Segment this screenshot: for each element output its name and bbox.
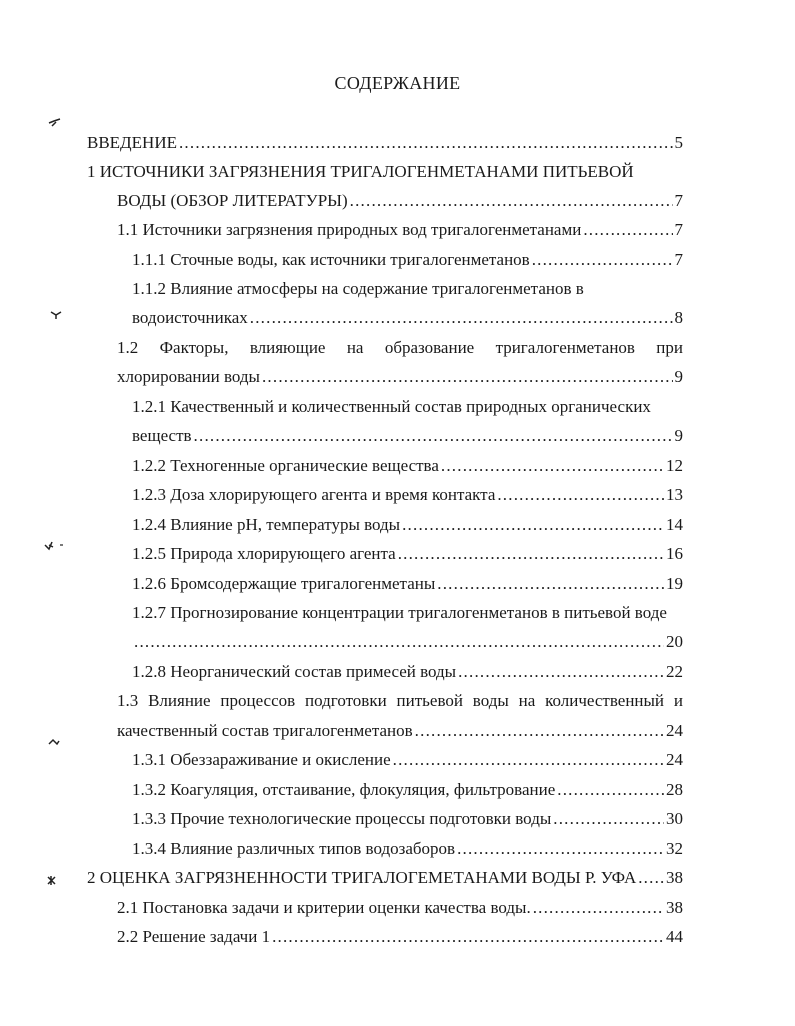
toc-word: при	[656, 338, 683, 357]
toc-entry-page: 16	[666, 544, 683, 563]
toc-word: 1.2	[117, 338, 139, 357]
leader-dots	[250, 307, 673, 329]
toc-entry-1-3[interactable]	[117, 720, 683, 742]
toc-entry-page: 8	[674, 308, 683, 327]
toc-entry-page: 38	[666, 898, 683, 917]
toc-word: Факторы,	[159, 338, 229, 357]
toc-entry-text: 1 ИСТОЧНИКИ ЗАГРЯЗНЕНИЯ ТРИГАЛОГЕНМЕТАНАМИ ПИТЬЕВОЙ	[87, 162, 634, 181]
toc-entry-text: ВВЕДЕНИЕ	[87, 133, 177, 152]
toc-entry-page: 22	[666, 662, 683, 681]
scan-speck-mark	[44, 540, 66, 552]
toc-word: подготовки	[305, 691, 387, 710]
toc-entry-1-1-2[interactable]	[132, 307, 683, 329]
toc-entry-text: водоисточниках	[132, 308, 248, 327]
toc-entry-introduction[interactable]	[87, 132, 683, 154]
leader-dots	[557, 779, 664, 801]
page-title: СОДЕРЖАНИЕ	[334, 73, 461, 93]
scan-speck-mark	[48, 738, 60, 748]
toc-entry-page: 20	[666, 632, 683, 651]
toc-entry-2-1[interactable]	[117, 897, 683, 919]
toc-entry-text: 1.2.3 Доза хлорирующего агента и время контакта	[132, 485, 496, 504]
leader-dots	[350, 190, 673, 212]
toc-word: 1.3	[117, 691, 139, 710]
toc-entry-1-3-line1[interactable]	[117, 690, 683, 712]
toc-entry-text: ВОДЫ (ОБЗОР ЛИТЕРАТУРЫ)	[117, 191, 348, 210]
toc-entry-page: 7	[674, 220, 683, 239]
toc-entry-text: качественный состав тригалогенметанов	[117, 721, 413, 740]
leader-dots	[262, 366, 673, 388]
toc-entry-1-1[interactable]	[117, 219, 683, 241]
toc-entry-text: 1.2.6 Бромсодержащие тригалогенметаны	[132, 574, 436, 593]
toc-entry-1-2-1-line1[interactable]	[132, 396, 651, 418]
toc-entry-text: 1.2.8 Неорганический состав примесей воды	[132, 662, 457, 681]
toc-entry-text: 2.2 Решение задачи 1	[117, 927, 271, 946]
toc-word: воды	[472, 691, 509, 710]
toc-entry-page: 5	[674, 133, 683, 152]
toc-entry-1-2-line1[interactable]	[117, 337, 683, 359]
toc-word: Влияние	[148, 691, 211, 710]
toc-entry-text: 1.2.4 Влияние pH, температуры воды	[132, 515, 401, 534]
toc-entry-page: 28	[666, 780, 683, 799]
toc-word: влияющие	[249, 338, 326, 357]
toc-entry-text: 2.1 Постановка задачи и критерии оценки качества воды.	[117, 898, 531, 917]
toc-entry-text: 2 ОЦЕНКА ЗАГРЯЗНЕННОСТИ ТРИГАЛОГЕМЕТАНАМИ ВОДЫ Р. УФА	[87, 868, 637, 887]
toc-entry-text: 1.3.2 Коагуляция, отстаивание, флокуляция, фильтрование	[132, 780, 556, 799]
toc-entry-1-2-5[interactable]	[132, 543, 683, 565]
toc-entry-1-2-4[interactable]	[132, 514, 683, 536]
leader-dots	[179, 132, 673, 154]
toc-entry-chapter-2[interactable]	[87, 867, 683, 889]
toc-entry-page: 7	[674, 191, 683, 210]
toc-entry-1-1-2-line1[interactable]	[132, 278, 584, 300]
toc-entry-text: хлорировании воды	[117, 367, 260, 386]
toc-entry-1-3-3[interactable]	[132, 808, 683, 830]
toc-entry-1-3-1[interactable]	[132, 749, 683, 771]
leader-dots	[194, 425, 673, 447]
leader-dots	[398, 543, 664, 565]
toc-entry-1-2-8[interactable]	[132, 661, 683, 683]
toc-entry-text: 1.1.2 Влияние атмосферы на содержание тригалогенметанов в	[132, 279, 584, 298]
toc-entry-page: 19	[666, 574, 683, 593]
toc-entry-page: 30	[666, 809, 683, 828]
toc-entry-text: 1.2.2 Техногенные органические вещества	[132, 456, 439, 475]
leader-dots	[458, 661, 664, 683]
toc-entry-1-2-6[interactable]	[132, 573, 683, 595]
toc-entry-page: 9	[674, 426, 683, 445]
toc-entry-text: 1.3.3 Прочие технологические процессы подготовки воды	[132, 809, 552, 828]
toc-entry-1-2-7-line1[interactable]	[132, 602, 667, 624]
toc-word: количественный	[545, 691, 665, 710]
leader-dots	[583, 219, 672, 241]
toc-entry-page: 7	[674, 250, 683, 269]
leader-dots	[553, 808, 664, 830]
toc-entry-page: 32	[666, 839, 683, 858]
toc-entry-1-2-3[interactable]	[132, 484, 683, 506]
toc-entry-1-2-1[interactable]	[132, 425, 683, 447]
toc-entry-page: 24	[666, 750, 683, 769]
toc-entry-1-1-1[interactable]	[132, 249, 683, 271]
toc-word: питьевой	[396, 691, 463, 710]
leader-dots	[532, 249, 673, 271]
toc-entry-page: 12	[666, 456, 683, 475]
toc-word: образование	[384, 338, 475, 357]
toc-word: тригалогенметанов	[495, 338, 635, 357]
leader-dots	[441, 455, 664, 477]
leader-dots	[497, 484, 664, 506]
leader-dots	[638, 867, 664, 889]
toc-entry-text: 1.2.7 Прогнозирование концентрации тригалогенметанов в питьевой воде	[132, 603, 667, 622]
leader-dots	[457, 838, 664, 860]
toc-entry-2-2[interactable]	[117, 926, 683, 948]
toc-entry-1-3-4[interactable]	[132, 838, 683, 860]
toc-entry-1-2[interactable]	[117, 366, 683, 388]
toc-entry-page: 24	[666, 721, 683, 740]
leader-dots	[134, 631, 664, 653]
leader-dots	[402, 514, 664, 536]
scan-speck-mark	[46, 875, 58, 886]
toc-word: на	[346, 338, 364, 357]
toc-entry-page: 13	[666, 485, 683, 504]
toc-entry-chapter-1[interactable]	[117, 190, 683, 212]
leader-dots	[437, 573, 664, 595]
toc-entry-page: 14	[666, 515, 683, 534]
toc-entry-1-2-7[interactable]	[132, 631, 683, 653]
toc-entry-text: 1.3.1 Обеззараживание и окисление	[132, 750, 391, 769]
leader-dots	[393, 749, 664, 771]
scan-speck-mark	[48, 118, 62, 128]
toc-entry-1-3-2[interactable]	[132, 779, 683, 801]
toc-entry-text: веществ	[132, 426, 192, 445]
leader-dots	[415, 720, 664, 742]
toc-entry-text: 1.3.4 Влияние различных типов водозаборов	[132, 839, 456, 858]
toc-entry-page: 38	[666, 868, 683, 887]
toc-entry-page: 44	[666, 927, 683, 946]
toc-entry-text: 1.2.5 Природа хлорирующего агента	[132, 544, 396, 563]
leader-dots	[272, 926, 664, 948]
toc-entry-text: 1.1.1 Сточные воды, как источники тригалогенметанов	[132, 250, 530, 269]
toc-word: и	[673, 691, 683, 710]
toc-entry-1-2-2[interactable]	[132, 455, 683, 477]
toc-entry-chapter-1-line1[interactable]	[87, 161, 634, 183]
toc-word: процессов	[220, 691, 296, 710]
toc-entry-text: 1.1 Источники загрязнения природных вод тригалогенметанами	[117, 220, 582, 239]
scan-speck-mark	[50, 310, 62, 320]
toc-entry-text: 1.2.1 Качественный и количественный состав природных органических	[132, 397, 651, 416]
toc-entry-page: 9	[674, 367, 683, 386]
toc-word: на	[518, 691, 536, 710]
leader-dots	[533, 897, 664, 919]
